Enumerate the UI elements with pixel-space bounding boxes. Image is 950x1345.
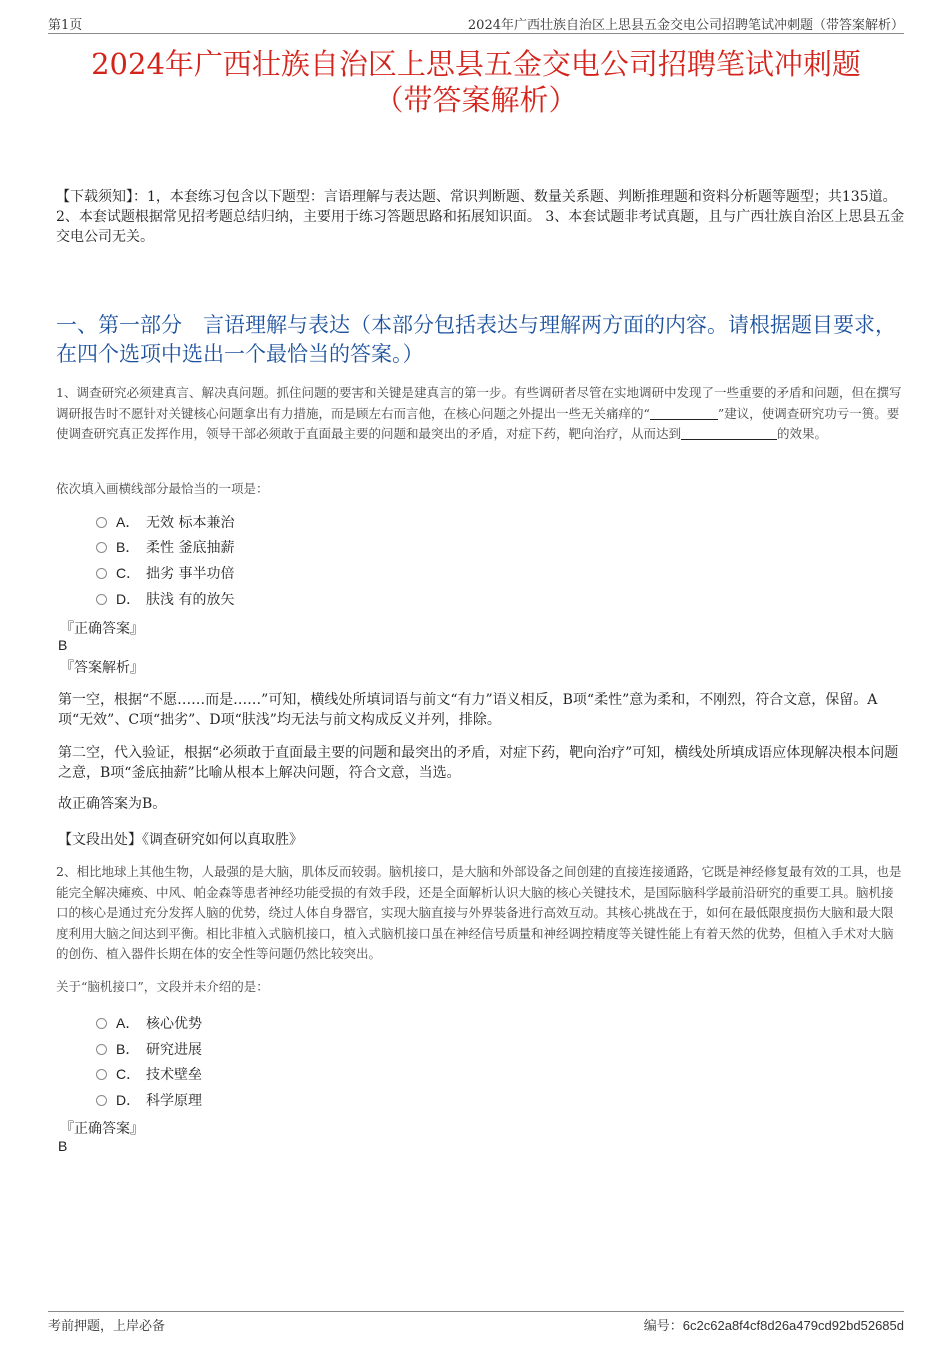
radio-icon[interactable] — [96, 542, 107, 553]
question-1-option-b[interactable] — [96, 537, 234, 557]
footer-slogan: 考前押题，上岸必备 — [48, 1319, 166, 1334]
running-header-title: 2024年广西壮族自治区上思县五金交电公司招聘笔试冲刺题（带答案解析） — [467, 18, 904, 33]
question-2-stem: 2、相比地球上其他生物，人最强的是大脑，肌体反而较弱。脑机接口，是大脑和外部设备之间创建的直接连接通路，它既是神经修复最有效的工具，也是能完全解决瘫痪、中风、帕金森等患者神经功能受损的有效手段，还是全面解析认识大脑的核心关键技术，是国际脑科学最前沿研究的重要工具。脑机接口的核心是通过充分发挥人脑的优势，绕过人体自身器官，实现大脑直接与外界装备进行高效互动。其核心挑战在于，如何在最低限度损伤大脑和最大限度利用大脑之间达到平衡。相比非植入式脑机接口，植入式脑机接口虽在神经信号质量和神经调控精度等关键性能上有着天然的优势，但植入手术对大脑的创伤、植入器件长期在体的安全性等问题仍然比较突出。 — [56, 864, 902, 961]
question-2-answer-label: 『正确答案』 — [60, 1121, 144, 1137]
question-1-analysis-label: 『答案解析』 — [60, 660, 144, 676]
question-1-stem-part-b: ”建议，使调查研究功亏一篑。要使调查研究真正发挥作用，领导干部必须敢于直面最主要的问题和最突出的矛盾，对症下药，靶向治疗，从而达到 — [56, 405, 900, 441]
question-1-stem-part-c: 的效果。 — [777, 426, 828, 441]
option-text: 核心优势 — [146, 1016, 202, 1032]
radio-icon[interactable] — [96, 1018, 107, 1029]
question-2-option-b[interactable] — [96, 1039, 202, 1059]
option-text: 科学原理 — [146, 1093, 202, 1109]
option-letter: C． — [116, 1066, 141, 1082]
option-letter: D． — [116, 591, 141, 607]
passage-source: 【文段出处】《调查研究如何以真取胜》 — [58, 832, 303, 848]
question-1-stem-part-a: 1、调查研究必须建真言、解决真问题。抓住问题的要害和关键是建真言的第一步。有些调研者尽管在实地调研中发现了一些重要的矛盾和问题，但在撰写调研报告时不愿针对关键核心问题拿出有力措施，而是顾左右而言他，在核心问题之外提出一些无关痛痒的“ — [56, 385, 902, 421]
question-1-option-c[interactable] — [96, 563, 234, 583]
option-letter: A． — [116, 1015, 140, 1031]
question-1-answer: B — [58, 637, 68, 653]
question-2-option-c[interactable] — [96, 1064, 202, 1084]
radio-icon[interactable] — [96, 1069, 107, 1080]
fill-blank-2 — [681, 426, 777, 440]
page-number: 第1页 — [48, 18, 83, 33]
document-subtitle: （带答案解析） — [374, 83, 578, 117]
analysis-paragraph-2: 第二空，代入验证，根据“必须敢于直面最主要的问题和最突出的矛盾，对症下药，靶向治疗”可知，横线处所填成语应体现解决根本问题之意，B项“釜底抽薪”比喻从根本上解决问题，符合文意，当选。 — [58, 745, 899, 781]
option-letter: B． — [116, 1041, 140, 1057]
radio-icon[interactable] — [96, 594, 107, 605]
question-1-answer-label: 『正确答案』 — [60, 621, 144, 637]
question-2-option-d[interactable] — [96, 1090, 202, 1110]
radio-icon[interactable] — [96, 1044, 107, 1055]
document-code — [644, 1315, 904, 1334]
footer-divider — [48, 1311, 904, 1312]
section-heading: 一、第一部分 言语理解与表达（本部分包括表达与理解两方面的内容。请根据题目要求，在四个选项中选出一个最恰当的答案。） — [56, 313, 896, 366]
question-2-answer: B — [58, 1138, 68, 1154]
download-notice: 【下载须知】：1，本套练习包含以下题型：言语理解与表达题、常识判断题、数量关系题、判断推理题和资料分析题等题型；共135道。 2、本套试题根据常见招考题总结归纳，主要用于练习答题思路和拓展知识面。 3、本套试题非考试真题，且与广西壮族自治区上思县五金交电公司无关。 — [56, 189, 905, 245]
question-1-option-d[interactable] — [96, 589, 234, 609]
document-code-value: 6c2c62a8f4cf8d26a479cd92bd52685d — [682, 1318, 904, 1333]
question-1-option-a[interactable] — [96, 512, 234, 532]
option-letter: A． — [116, 514, 140, 530]
option-text: 研究进展 — [146, 1042, 202, 1058]
question-2-option-a[interactable] — [96, 1013, 202, 1033]
option-text: 肤浅 有的放矢 — [146, 592, 235, 608]
option-text: 技术壁垒 — [146, 1067, 202, 1083]
radio-icon[interactable] — [96, 568, 107, 579]
option-text: 无效 标本兼治 — [146, 515, 235, 531]
analysis-paragraph-1: 第一空，根据“不愿……而是……”可知，横线处所填词语与前文“有力”语义相反，B项“柔性”意为柔和，不刚烈，符合文意，保留。A项“无效”、C项“拙劣”、D项“肤浅”均无法与前文构成反义并列，排除。 — [58, 692, 878, 728]
option-letter: B． — [116, 539, 140, 555]
document-title: 2024年广西壮族自治区上思县五金交电公司招聘笔试冲刺题 — [91, 47, 861, 81]
question-2-prompt: 关于“脑机接口”，文段并未介绍的是： — [56, 979, 269, 994]
question-1-stem — [56, 383, 902, 445]
option-letter: D． — [116, 1092, 141, 1108]
radio-icon[interactable] — [96, 1095, 107, 1106]
option-letter: C． — [116, 565, 141, 581]
analysis-conclusion: 故正确答案为B。 — [58, 796, 167, 812]
header-divider — [48, 33, 904, 34]
option-text: 柔性 釜底抽薪 — [146, 540, 235, 556]
question-1-prompt: 依次填入画横线部分最恰当的一项是： — [56, 481, 269, 496]
document-code-label: 编号： — [643, 1319, 683, 1334]
radio-icon[interactable] — [96, 517, 107, 528]
fill-blank-1 — [650, 406, 718, 420]
option-text: 拙劣 事半功倍 — [146, 566, 235, 582]
